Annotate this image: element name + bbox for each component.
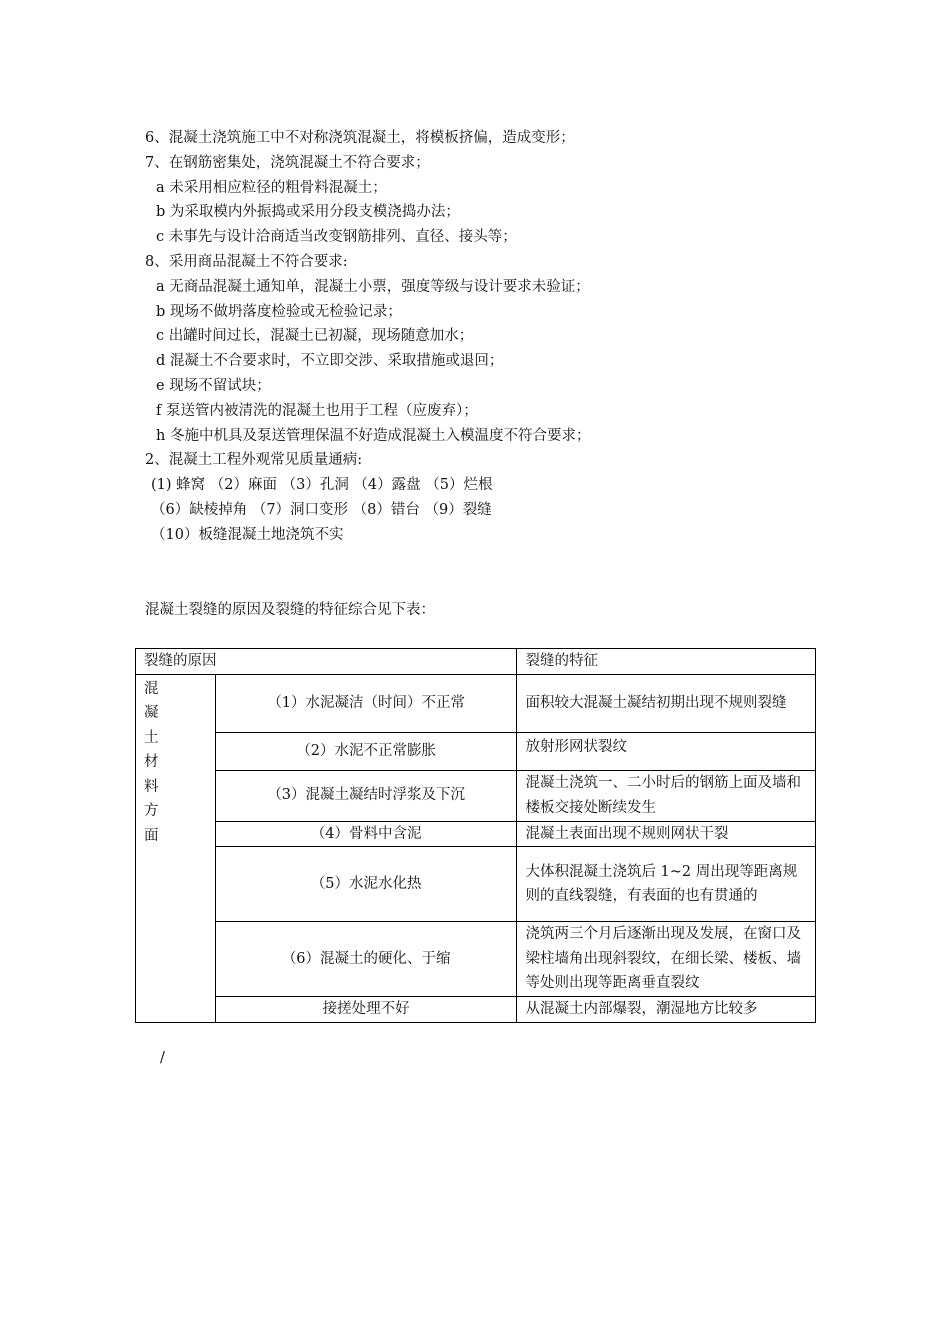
table-row — [136, 997, 816, 1023]
cause-cell: （4）骨料中含泥 — [215, 821, 517, 847]
text-line: b 为采取模内外振捣或采用分段支模浇捣办法； — [156, 204, 460, 221]
feature-cell: 混凝土表面出现不规则网状干裂 — [517, 821, 816, 847]
category-char: 土 — [144, 729, 159, 746]
crack-table — [135, 648, 816, 1023]
feature-cell: 面积较大混凝土凝结初期出现不规则裂缝 — [517, 674, 816, 732]
text-line: 7、在钢筋密集处，浇筑混凝土不符合要求； — [145, 154, 430, 171]
text-line: 2、混凝土工程外观常见质量通病: — [145, 452, 363, 469]
footer-mark: / — [160, 1050, 165, 1066]
table-intro: 混凝土裂缝的原因及裂缝的特征综合见下表： — [145, 602, 435, 618]
table-row — [136, 674, 816, 732]
category-char: 方 — [144, 803, 159, 819]
text-line: （10）板缝混凝土地浇筑不实 — [151, 526, 344, 543]
cause-cell: （6）混凝土的硬化、于缩 — [215, 922, 517, 997]
table-row — [136, 770, 816, 821]
category-cell — [136, 674, 216, 1022]
cause-cell: （3）混凝土凝结时浮浆及下沉 — [215, 770, 517, 821]
text-line: e 现场不留试块； — [156, 377, 271, 394]
table-row — [136, 847, 816, 922]
feature-cell: 浇筑两三个月后逐渐出现及发展，在窗口及梁柱墙角出现斜裂纹，在细长梁、楼板、墙等处则出现等距离垂直裂纹 — [517, 922, 816, 997]
category-char: 面 — [144, 827, 159, 844]
text-line: f 泵送管内被清洗的混凝土也用于工程（应废弃）； — [156, 402, 478, 419]
text-line: b 现场不做坍落度检验或无检验记录； — [156, 303, 402, 320]
table-row — [136, 821, 816, 847]
cause-cell: （5）水泥水化热 — [215, 847, 517, 922]
text-line: d 混凝土不合要求时，不立即交涉、采取措施或退回； — [156, 353, 504, 370]
category-char: 料 — [144, 778, 159, 795]
text-line: 8、采用商品混凝土不符合要求: — [145, 253, 348, 270]
text-line: 6、混凝土浇筑施工中不对称浇筑混凝土，将模板挤偏，造成变形； — [145, 130, 575, 146]
text-line: （6）缺棱掉角 （7）洞口变形 （8）错台 （9）裂缝 — [151, 501, 492, 518]
feature-cell: 从混凝土内部爆裂，潮湿地方比较多 — [517, 997, 816, 1023]
text-line: a 未采用相应粒径的粗骨料混凝土； — [156, 179, 387, 196]
feature-cell: 大体积混凝土浇筑后 1~2 周出现等距离规则的直线裂缝，有表面的也有贯通的 — [517, 847, 816, 922]
text-line: a 无商品混凝土通知单，混凝土小票，强度等级与设计要求未验证； — [156, 278, 590, 295]
feature-cell: 放射形网状裂纹 — [517, 732, 816, 770]
header-cause: 裂缝的原因 — [136, 649, 517, 675]
cause-cell: （2）水泥不正常膨胀 — [215, 732, 517, 770]
table-header-row — [136, 649, 816, 675]
cause-cell: 接搓处理不好 — [215, 997, 517, 1023]
text-line: c 未事先与设计洽商适当改变钢筋排列、直径、接头等； — [156, 229, 517, 246]
table-row — [136, 732, 816, 770]
text-line: h 冬施中机具及泵送管理保温不好造成混凝土入模温度不符合要求； — [156, 427, 591, 444]
feature-cell: 混凝土浇筑一、二小时后的钢筋上面及墙和楼板交接处断续发生 — [517, 770, 816, 821]
text-line: (1) 蜂窝 （2）麻面 （3）孔洞 （4）露盘 （5）烂根 — [151, 477, 493, 494]
table-row — [136, 922, 816, 997]
header-feature: 裂缝的特征 — [517, 649, 816, 675]
category-char: 混 — [144, 680, 159, 697]
body-text — [145, 126, 825, 548]
cause-cell: （1）水泥凝洁（时间）不正常 — [215, 674, 517, 732]
category-char: 凝 — [144, 705, 159, 721]
category-char: 材 — [144, 754, 159, 770]
text-line: c 出罐时间过长，混凝土已初凝，现场随意加水； — [156, 328, 474, 345]
